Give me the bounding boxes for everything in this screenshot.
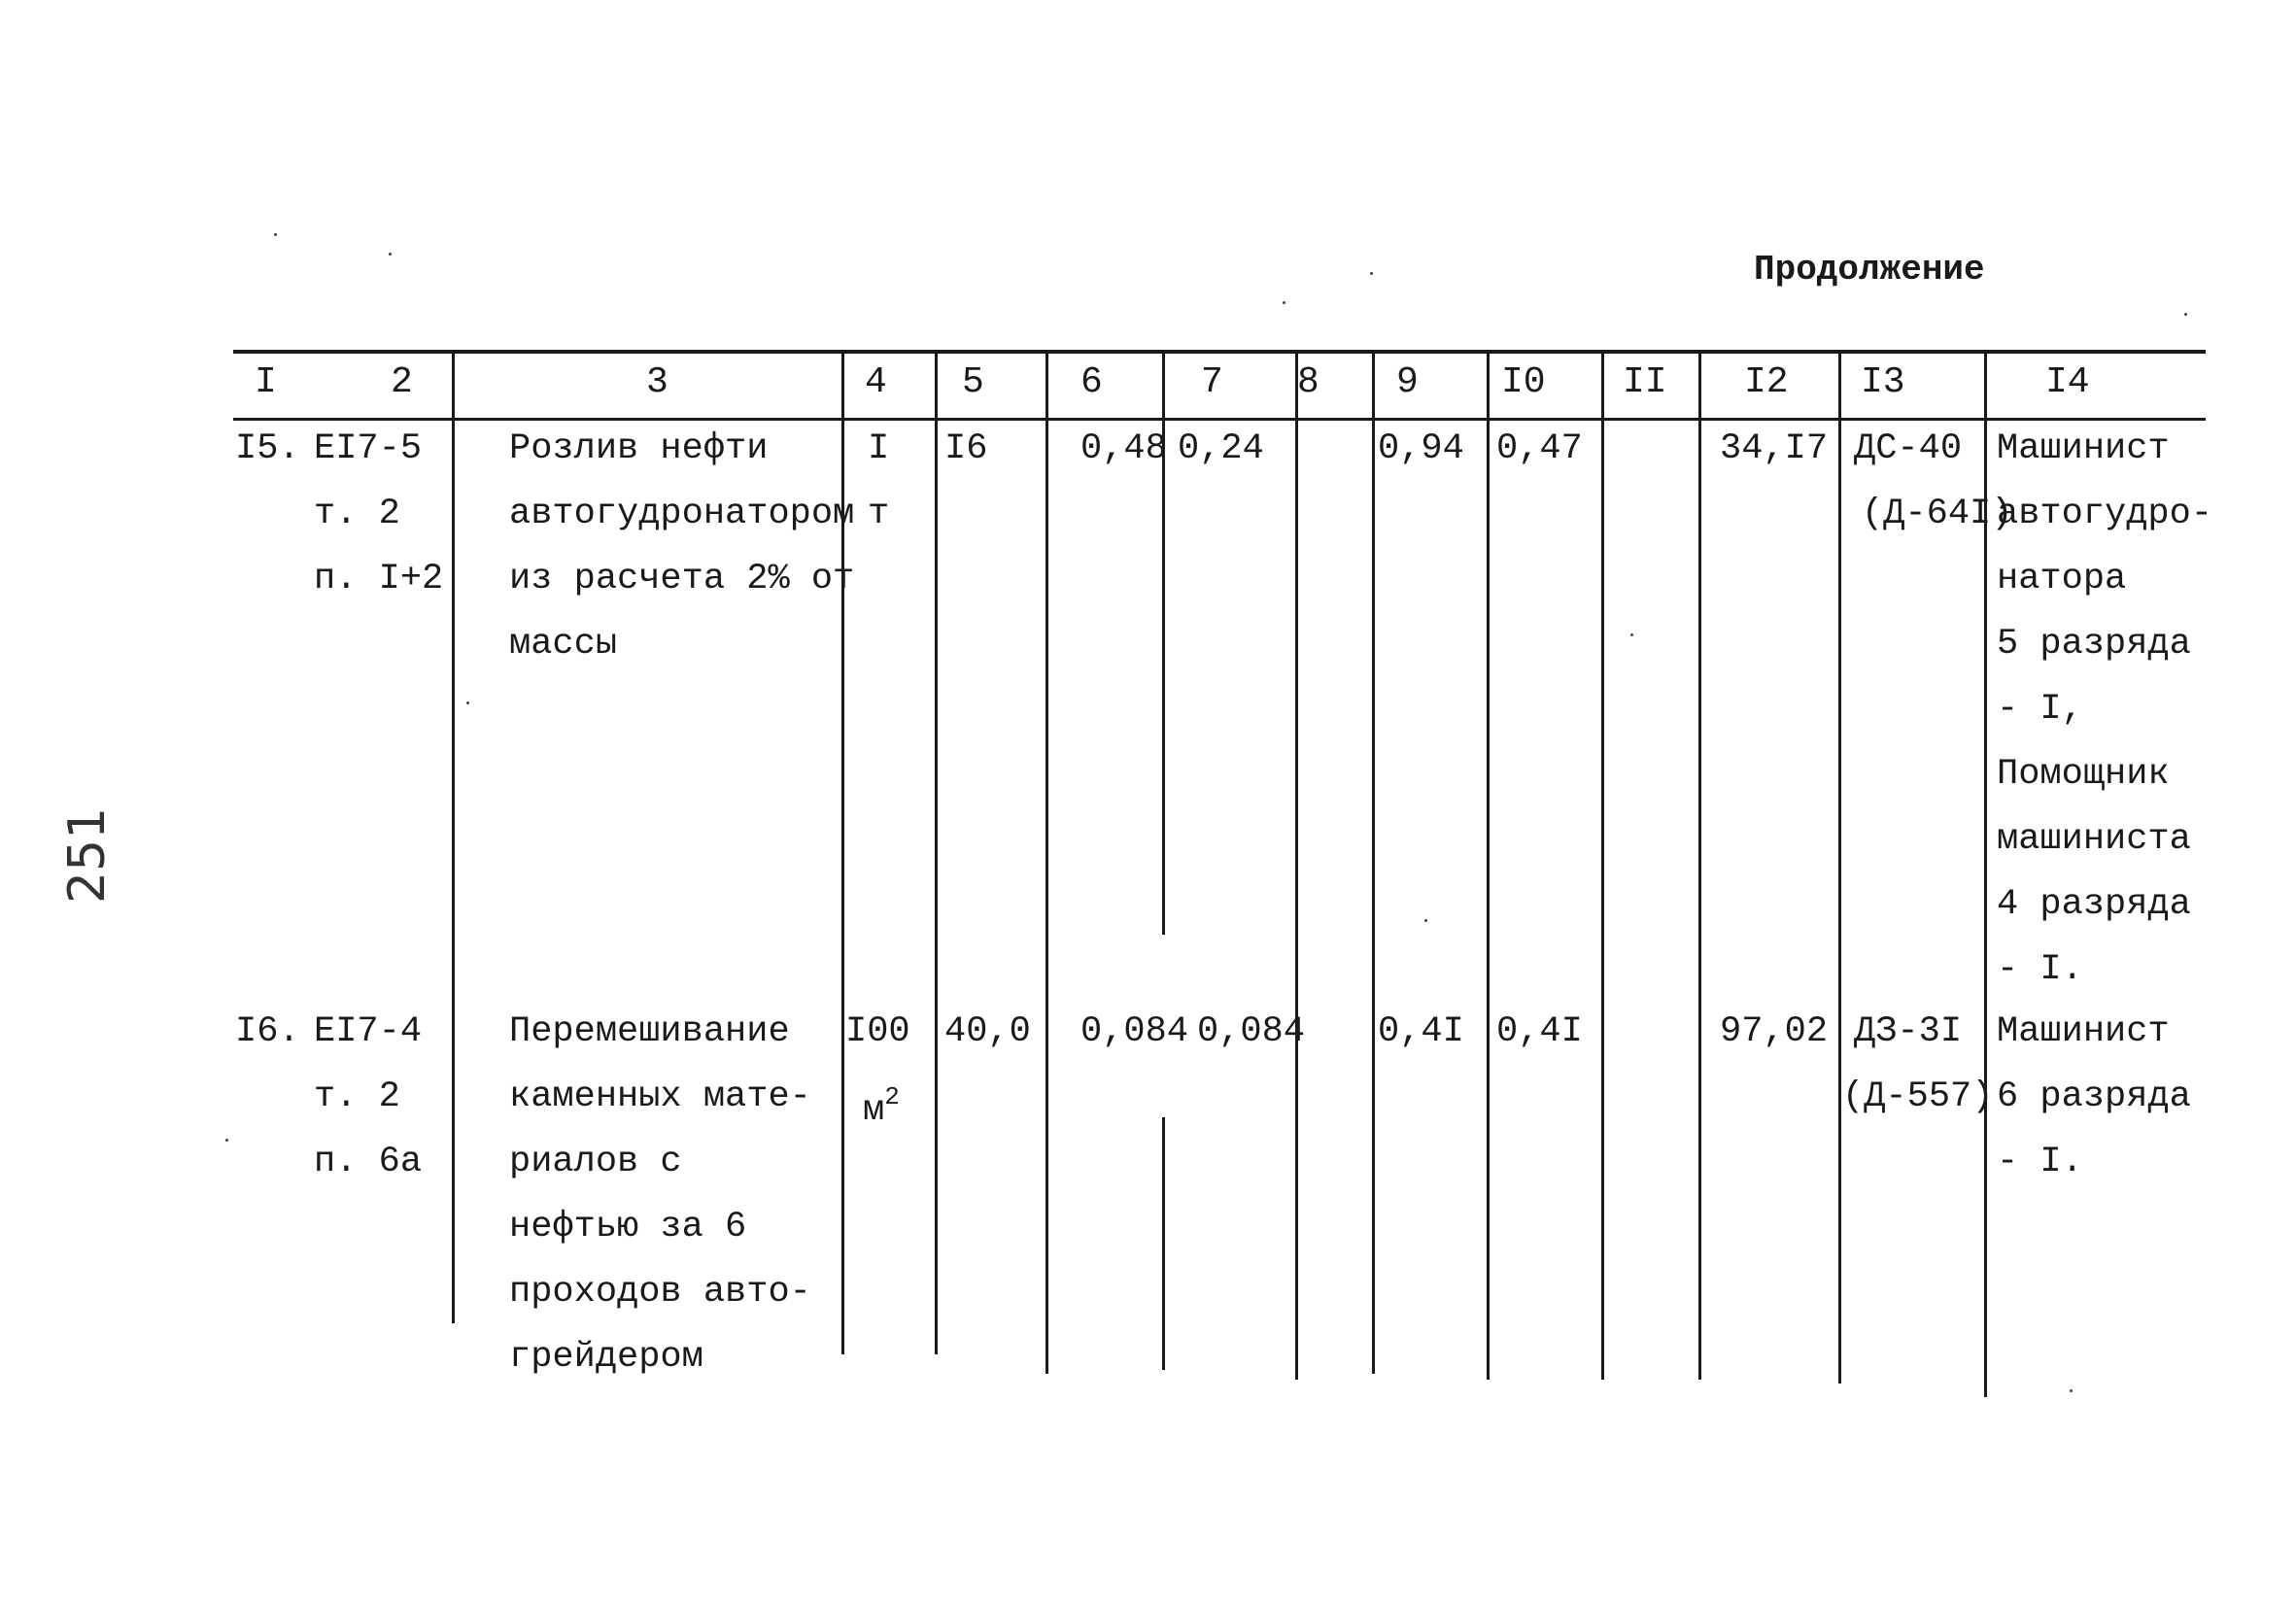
continuation-label: Продолжение	[1754, 250, 1985, 290]
header-cell: 4	[865, 361, 887, 403]
column-rule	[452, 352, 455, 1323]
scan-speck	[2070, 1389, 2073, 1392]
machine-code: (Д-557)	[1842, 1076, 1994, 1117]
description-line: проходов авто-	[509, 1272, 811, 1313]
column-rule	[1601, 352, 1604, 1380]
header-cell: I	[255, 361, 277, 403]
norm-code: EI7-5	[314, 428, 423, 469]
page-number: 251	[58, 806, 117, 904]
cell-7: 0,084	[1197, 1011, 1306, 1052]
description-line: массы	[509, 624, 618, 665]
cell-10: 0,4I	[1496, 1011, 1583, 1052]
unit-quantity: I00	[845, 1011, 910, 1052]
machine-model: ДС-40	[1854, 428, 1963, 469]
worker-line: машиниста	[1997, 819, 2191, 860]
row-number: I5.	[235, 428, 300, 469]
norm-code: EI7-4	[314, 1011, 423, 1052]
unit-exponent: 2	[884, 1082, 900, 1111]
header-cell: II	[1623, 361, 1667, 403]
worker-line: натора	[1997, 559, 2127, 599]
cell-9: 0,4I	[1378, 1011, 1464, 1052]
column-rule	[1372, 352, 1375, 1374]
norm-item: п. I+2	[314, 559, 444, 599]
scan-speck	[274, 233, 277, 236]
machine-model: ДЗ-3I	[1854, 1011, 1963, 1052]
header-cell: 9	[1396, 361, 1419, 403]
description-line: Розлив нефти	[509, 428, 769, 469]
unit-name: т	[868, 494, 890, 534]
header-cell: I3	[1861, 361, 1905, 403]
worker-line: 5 разряда	[1997, 624, 2191, 665]
worker-line: автогудро-	[1997, 494, 2213, 534]
scan-speck	[389, 253, 392, 256]
worker-line: 4 разряда	[1997, 884, 2191, 925]
cell-5: 40,0	[944, 1011, 1031, 1052]
scan-speck	[1630, 633, 1633, 636]
header-cell: 5	[962, 361, 984, 403]
description-line: каменных мате-	[509, 1076, 811, 1117]
header-cell: I0	[1501, 361, 1546, 403]
cell-9: 0,94	[1378, 428, 1464, 469]
worker-line: Помощник	[1997, 754, 2170, 795]
cell-5: I6	[944, 428, 988, 469]
column-rule	[1487, 352, 1490, 1380]
scan-speck	[1424, 919, 1427, 922]
row-number: I6.	[235, 1011, 300, 1052]
scan-speck	[2184, 313, 2187, 316]
table-top-rule	[233, 350, 2206, 354]
cell-6: 0,084	[1080, 1011, 1189, 1052]
header-cell: 6	[1080, 361, 1103, 403]
header-cell: 2	[391, 361, 413, 403]
description-line: из расчета 2% от	[509, 559, 855, 599]
cell-7: 0,24	[1178, 428, 1264, 469]
description-line: Перемешивание	[509, 1011, 790, 1052]
cell-12: 34,I7	[1720, 428, 1829, 469]
header-cell: 3	[646, 361, 668, 403]
norm-item: п. 6а	[314, 1142, 423, 1182]
machine-code: (Д-64I)	[1862, 494, 2013, 534]
description-line: автогудронатором	[509, 494, 855, 534]
worker-line: 6 разряда	[1997, 1076, 2191, 1117]
description-line: нефтью за 6	[509, 1207, 747, 1247]
cell-10: 0,47	[1496, 428, 1583, 469]
description-line: грейдером	[509, 1337, 703, 1378]
column-rule	[1698, 352, 1701, 1380]
column-rule	[1045, 352, 1048, 1374]
cell-6: 0,48	[1080, 428, 1167, 469]
norm-table: т. 2	[314, 1076, 400, 1117]
worker-line: Машинист	[1997, 428, 2170, 469]
column-rule	[1295, 352, 1298, 1380]
worker-line: - I.	[1997, 949, 2083, 990]
description-line: риалов с	[509, 1142, 682, 1182]
header-cell: 7	[1201, 361, 1223, 403]
scan-speck	[225, 1139, 228, 1142]
worker-line: Машинист	[1997, 1011, 2170, 1052]
header-bottom-rule	[233, 418, 2206, 421]
worker-line: - I.	[1997, 1142, 2083, 1182]
unit-name	[863, 1076, 900, 1132]
scan-speck	[466, 701, 469, 704]
header-cell: 8	[1297, 361, 1319, 403]
unit-quantity: I	[868, 428, 890, 469]
norm-table: т. 2	[314, 494, 400, 534]
scan-speck	[1370, 272, 1373, 275]
column-rule	[1162, 1117, 1165, 1370]
header-cell: I2	[1744, 361, 1789, 403]
header-cell: I4	[2045, 361, 2090, 403]
scan-speck	[1283, 301, 1285, 304]
column-rule	[935, 352, 938, 1354]
cell-12: 97,02	[1720, 1011, 1829, 1052]
worker-line: - I,	[1997, 689, 2083, 730]
unit-symbol: м	[863, 1090, 885, 1131]
column-rule	[1838, 352, 1841, 1384]
